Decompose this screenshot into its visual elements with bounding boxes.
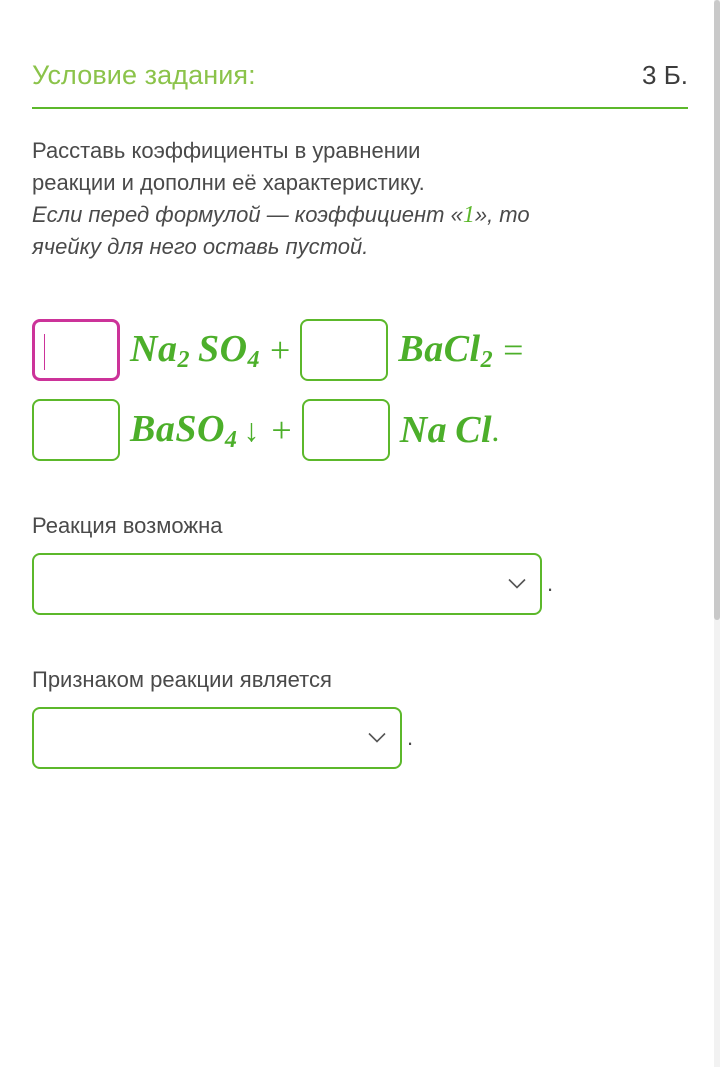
- precipitate-arrow-icon: ↓: [243, 411, 260, 448]
- formula-baso-sub: 4: [224, 426, 238, 453]
- sign-row: [32, 707, 688, 769]
- formula-baso-part: BaSO: [130, 407, 225, 450]
- formula-so-part: SO: [197, 327, 248, 370]
- formula-bacl-part: BaCl: [398, 327, 481, 370]
- sign-label: Признаком реакции является: [32, 667, 332, 692]
- formula-na2so4: [130, 327, 260, 374]
- formula-nacl: [400, 408, 492, 452]
- possibility-trailing-dot: .: [547, 571, 554, 596]
- coefficient-input-1[interactable]: [32, 319, 120, 381]
- equation-line-left: [32, 319, 688, 381]
- formula-bacl2: [398, 327, 493, 374]
- sign-select[interactable]: [34, 709, 400, 767]
- formula-na-part: Na: [130, 327, 178, 370]
- formula-nacl-cl: Cl: [455, 409, 493, 451]
- possibility-row: [32, 553, 688, 615]
- formula-na-sub: 2: [177, 346, 190, 373]
- equation-period: .: [492, 411, 501, 448]
- text-caret: [44, 334, 45, 370]
- operator-plus-2: +: [271, 410, 292, 450]
- sign-select-wrapper[interactable]: [32, 707, 402, 769]
- formula-nacl-na: Na: [399, 409, 448, 451]
- formula-bacl-sub: 2: [480, 346, 494, 373]
- task-description: [32, 135, 622, 263]
- header: [32, 0, 688, 91]
- coefficient-one: 1: [462, 202, 475, 228]
- page-scrollbar[interactable]: [714, 0, 720, 1067]
- coefficient-input-3[interactable]: [32, 399, 120, 461]
- chemical-equation: [32, 319, 688, 461]
- task-line-4: ячейку для него оставь пустой.: [32, 234, 369, 259]
- header-divider: [32, 107, 688, 109]
- coefficient-input-2[interactable]: [300, 319, 388, 381]
- task-line-2: реакции и дополни её характеристику.: [32, 170, 425, 195]
- formula-so-sub: 4: [247, 346, 261, 373]
- task-italic-part-1: Если перед формулой — коэффициент «: [32, 202, 463, 227]
- task-italic-part-2: », то: [474, 202, 530, 227]
- coefficient-input-4[interactable]: [302, 399, 390, 461]
- formula-baso4: [130, 407, 237, 454]
- possibility-select[interactable]: [34, 555, 540, 613]
- page-title: Условие задания:: [32, 60, 256, 90]
- score-badge: 3 Б.: [642, 60, 688, 90]
- operator-equals: =: [503, 330, 524, 370]
- possibility-label: Реакция возможна: [32, 513, 223, 538]
- equation-line-right: [32, 399, 688, 461]
- sign-trailing-dot: .: [407, 725, 414, 750]
- scrollbar-thumb[interactable]: [714, 0, 720, 620]
- possibility-select-wrapper[interactable]: [32, 553, 542, 615]
- task-line-3: [32, 199, 622, 231]
- operator-plus-1: +: [270, 330, 291, 370]
- task-line-1: Расставь коэффициенты в уравнении: [32, 138, 421, 163]
